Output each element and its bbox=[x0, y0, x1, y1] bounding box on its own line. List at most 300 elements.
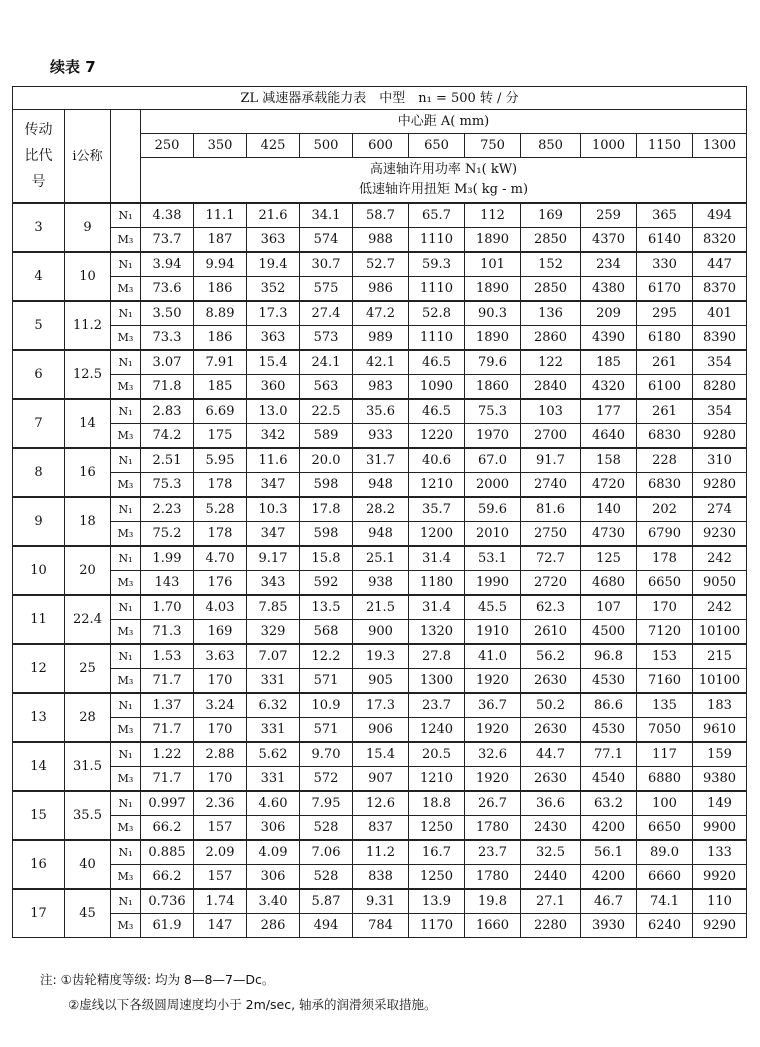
value-cell: 35.6 bbox=[353, 399, 409, 424]
value-cell: 4720 bbox=[581, 473, 637, 498]
value-cell: 77.1 bbox=[581, 742, 637, 767]
value-cell: 23.7 bbox=[465, 840, 521, 865]
table-row bbox=[13, 767, 747, 792]
value-cell: 50.2 bbox=[521, 693, 581, 718]
i-cell: 20 bbox=[65, 546, 111, 595]
value-cell: 354 bbox=[693, 399, 747, 424]
value-cell: 6100 bbox=[637, 375, 693, 400]
center-distance-cell: 1000 bbox=[581, 134, 637, 158]
value-cell: 4390 bbox=[581, 326, 637, 351]
value-cell: 6790 bbox=[637, 522, 693, 547]
value-cell: 331 bbox=[247, 767, 300, 792]
value-cell: 5.62 bbox=[247, 742, 300, 767]
value-cell: 4200 bbox=[581, 865, 637, 890]
value-cell: 7120 bbox=[637, 620, 693, 645]
value-cell: 1240 bbox=[409, 718, 465, 743]
value-cell: 9900 bbox=[693, 816, 747, 841]
value-cell: 2440 bbox=[521, 865, 581, 890]
value-cell: 4530 bbox=[581, 718, 637, 743]
value-cell: 4200 bbox=[581, 816, 637, 841]
table-row bbox=[13, 669, 747, 694]
value-cell: 209 bbox=[581, 301, 637, 326]
center-distance-cell: 500 bbox=[300, 134, 353, 158]
value-cell: 176 bbox=[194, 571, 247, 596]
value-cell: 575 bbox=[300, 277, 353, 302]
value-cell: 528 bbox=[300, 816, 353, 841]
value-cell: 73.3 bbox=[141, 326, 194, 351]
value-cell: 8370 bbox=[693, 277, 747, 302]
value-cell: 67.0 bbox=[465, 448, 521, 473]
value-cell: 948 bbox=[353, 522, 409, 547]
param-type-cell: N₁ bbox=[111, 448, 141, 473]
ratio-no-cell: 7 bbox=[13, 399, 65, 448]
ratio-no-cell: 10 bbox=[13, 546, 65, 595]
value-cell: 71.7 bbox=[141, 767, 194, 792]
capacity-table bbox=[12, 86, 747, 938]
ratio-no-cell: 4 bbox=[13, 252, 65, 301]
value-cell: 73.7 bbox=[141, 228, 194, 253]
param-type-cell: M₃ bbox=[111, 767, 141, 792]
value-cell: 5.87 bbox=[300, 889, 353, 914]
param-type-cell: M₃ bbox=[111, 522, 141, 547]
value-cell: 9230 bbox=[693, 522, 747, 547]
value-cell: 27.4 bbox=[300, 301, 353, 326]
value-cell: 186 bbox=[194, 326, 247, 351]
value-cell: 153 bbox=[637, 644, 693, 669]
value-cell: 31.7 bbox=[353, 448, 409, 473]
value-cell: 103 bbox=[521, 399, 581, 424]
value-cell: 2280 bbox=[521, 914, 581, 938]
table-row bbox=[13, 522, 747, 547]
param-type-cell: N₁ bbox=[111, 644, 141, 669]
value-cell: 1090 bbox=[409, 375, 465, 400]
table-row bbox=[13, 497, 747, 522]
table-body bbox=[13, 203, 747, 938]
value-cell: 66.2 bbox=[141, 816, 194, 841]
center-distance-cell: 350 bbox=[194, 134, 247, 158]
value-cell: 170 bbox=[194, 718, 247, 743]
value-cell: 329 bbox=[247, 620, 300, 645]
value-cell: 7.95 bbox=[300, 791, 353, 816]
value-cell: 1250 bbox=[409, 816, 465, 841]
value-cell: 10.3 bbox=[247, 497, 300, 522]
value-cell: 0.736 bbox=[141, 889, 194, 914]
value-cell: 17.8 bbox=[300, 497, 353, 522]
value-cell: 143 bbox=[141, 571, 194, 596]
value-cell: 1910 bbox=[465, 620, 521, 645]
value-cell: 6830 bbox=[637, 424, 693, 449]
value-cell: 101 bbox=[465, 252, 521, 277]
ratio-no-cell: 6 bbox=[13, 350, 65, 399]
table-row bbox=[13, 424, 747, 449]
value-cell: 2.51 bbox=[141, 448, 194, 473]
i-cell: 45 bbox=[65, 889, 111, 938]
value-cell: 4540 bbox=[581, 767, 637, 792]
value-cell: 331 bbox=[247, 669, 300, 694]
ratio-no-cell: 5 bbox=[13, 301, 65, 350]
value-cell: 6880 bbox=[637, 767, 693, 792]
value-cell: 75.3 bbox=[465, 399, 521, 424]
value-cell: 42.1 bbox=[353, 350, 409, 375]
value-cell: 52.7 bbox=[353, 252, 409, 277]
value-cell: 71.3 bbox=[141, 620, 194, 645]
table-row bbox=[13, 889, 747, 914]
value-cell: 986 bbox=[353, 277, 409, 302]
value-cell: 89.0 bbox=[637, 840, 693, 865]
value-cell: 96.8 bbox=[581, 644, 637, 669]
value-cell: 90.3 bbox=[465, 301, 521, 326]
i-cell: 28 bbox=[65, 693, 111, 742]
value-cell: 528 bbox=[300, 865, 353, 890]
value-cell: 63.2 bbox=[581, 791, 637, 816]
param-type-cell: N₁ bbox=[111, 791, 141, 816]
table-row bbox=[13, 399, 747, 424]
value-cell: 1780 bbox=[465, 865, 521, 890]
value-cell: 20.0 bbox=[300, 448, 353, 473]
value-cell: 2850 bbox=[521, 277, 581, 302]
param-type-cell: M₃ bbox=[111, 326, 141, 351]
value-cell: 3.50 bbox=[141, 301, 194, 326]
value-cell: 1.22 bbox=[141, 742, 194, 767]
unit-header bbox=[141, 158, 747, 204]
param-type-cell: M₃ bbox=[111, 424, 141, 449]
value-cell: 41.0 bbox=[465, 644, 521, 669]
value-cell: 149 bbox=[693, 791, 747, 816]
value-cell: 568 bbox=[300, 620, 353, 645]
table-row bbox=[13, 791, 747, 816]
value-cell: 6170 bbox=[637, 277, 693, 302]
value-cell: 4730 bbox=[581, 522, 637, 547]
i-cell: 25 bbox=[65, 644, 111, 693]
value-cell: 178 bbox=[637, 546, 693, 571]
value-cell: 110 bbox=[693, 889, 747, 914]
param-type-cell: N₁ bbox=[111, 840, 141, 865]
value-cell: 1890 bbox=[465, 228, 521, 253]
value-cell: 363 bbox=[247, 326, 300, 351]
param-type-cell: N₁ bbox=[111, 203, 141, 228]
value-cell: 45.5 bbox=[465, 595, 521, 620]
value-cell: 3.63 bbox=[194, 644, 247, 669]
value-cell: 1.74 bbox=[194, 889, 247, 914]
value-cell: 900 bbox=[353, 620, 409, 645]
i-cell: 31.5 bbox=[65, 742, 111, 791]
value-cell: 1180 bbox=[409, 571, 465, 596]
table-row bbox=[13, 644, 747, 669]
i-cell: 22.4 bbox=[65, 595, 111, 644]
value-cell: 330 bbox=[637, 252, 693, 277]
value-cell: 3930 bbox=[581, 914, 637, 938]
value-cell: 5.95 bbox=[194, 448, 247, 473]
table-row bbox=[13, 473, 747, 498]
value-cell: 30.7 bbox=[300, 252, 353, 277]
value-cell: 26.7 bbox=[465, 791, 521, 816]
value-cell: 100 bbox=[637, 791, 693, 816]
value-cell: 571 bbox=[300, 718, 353, 743]
center-distance-cell: 600 bbox=[353, 134, 409, 158]
value-cell: 53.1 bbox=[465, 546, 521, 571]
table-row bbox=[13, 350, 747, 375]
value-cell: 2750 bbox=[521, 522, 581, 547]
value-cell: 295 bbox=[637, 301, 693, 326]
value-cell: 20.5 bbox=[409, 742, 465, 767]
value-cell: 494 bbox=[693, 203, 747, 228]
value-cell: 11.2 bbox=[353, 840, 409, 865]
value-cell: 15.4 bbox=[353, 742, 409, 767]
value-cell: 3.40 bbox=[247, 889, 300, 914]
value-cell: 178 bbox=[194, 473, 247, 498]
table-row bbox=[13, 326, 747, 351]
value-cell: 306 bbox=[247, 816, 300, 841]
value-cell: 91.7 bbox=[521, 448, 581, 473]
param-type-cell: M₃ bbox=[111, 375, 141, 400]
value-cell: 938 bbox=[353, 571, 409, 596]
value-cell: 58.7 bbox=[353, 203, 409, 228]
value-cell: 17.3 bbox=[353, 693, 409, 718]
value-cell: 4640 bbox=[581, 424, 637, 449]
value-cell: 907 bbox=[353, 767, 409, 792]
table-row bbox=[13, 277, 747, 302]
ratio-no-cell: 17 bbox=[13, 889, 65, 938]
value-cell: 6140 bbox=[637, 228, 693, 253]
i-cell: 12.5 bbox=[65, 350, 111, 399]
value-cell: 185 bbox=[581, 350, 637, 375]
note-2: ②虚线以下各级圆周速度均小于 2m/sec, 轴承的润滑须采取措施。 bbox=[68, 997, 437, 1012]
value-cell: 589 bbox=[300, 424, 353, 449]
value-cell: 135 bbox=[637, 693, 693, 718]
table-row bbox=[13, 546, 747, 571]
value-cell: 242 bbox=[693, 595, 747, 620]
value-cell: 19.3 bbox=[353, 644, 409, 669]
center-distance-cell: 425 bbox=[247, 134, 300, 158]
value-cell: 170 bbox=[194, 669, 247, 694]
value-cell: 838 bbox=[353, 865, 409, 890]
value-cell: 1220 bbox=[409, 424, 465, 449]
value-cell: 274 bbox=[693, 497, 747, 522]
value-cell: 347 bbox=[247, 522, 300, 547]
table-row bbox=[13, 620, 747, 645]
value-cell: 447 bbox=[693, 252, 747, 277]
value-cell: 6.32 bbox=[247, 693, 300, 718]
value-cell: 107 bbox=[581, 595, 637, 620]
table-row bbox=[13, 228, 747, 253]
table-title: ZL 减速器承载能力表 中型 n₁ = 500 转 / 分 bbox=[13, 87, 747, 110]
value-cell: 2860 bbox=[521, 326, 581, 351]
value-cell: 185 bbox=[194, 375, 247, 400]
ratio-no-cell: 16 bbox=[13, 840, 65, 889]
value-cell: 2850 bbox=[521, 228, 581, 253]
value-cell: 365 bbox=[637, 203, 693, 228]
value-cell: 2000 bbox=[465, 473, 521, 498]
value-cell: 125 bbox=[581, 546, 637, 571]
value-cell: 32.6 bbox=[465, 742, 521, 767]
value-cell: 2840 bbox=[521, 375, 581, 400]
value-cell: 906 bbox=[353, 718, 409, 743]
param-type-cell: N₁ bbox=[111, 350, 141, 375]
param-type-cell: M₃ bbox=[111, 669, 141, 694]
value-cell: 11.6 bbox=[247, 448, 300, 473]
value-cell: 46.5 bbox=[409, 350, 465, 375]
value-cell: 4.38 bbox=[141, 203, 194, 228]
param-type-cell: N₁ bbox=[111, 742, 141, 767]
value-cell: 1250 bbox=[409, 865, 465, 890]
value-cell: 202 bbox=[637, 497, 693, 522]
value-cell: 983 bbox=[353, 375, 409, 400]
value-cell: 175 bbox=[194, 424, 247, 449]
param-type-cell: M₃ bbox=[111, 277, 141, 302]
value-cell: 9280 bbox=[693, 473, 747, 498]
value-cell: 17.3 bbox=[247, 301, 300, 326]
value-cell: 2.83 bbox=[141, 399, 194, 424]
value-cell: 9280 bbox=[693, 424, 747, 449]
value-cell: 52.8 bbox=[409, 301, 465, 326]
value-cell: 1200 bbox=[409, 522, 465, 547]
value-cell: 2430 bbox=[521, 816, 581, 841]
value-cell: 183 bbox=[693, 693, 747, 718]
table-row bbox=[13, 301, 747, 326]
ratio-no-cell: 14 bbox=[13, 742, 65, 791]
value-cell: 2630 bbox=[521, 767, 581, 792]
value-cell: 242 bbox=[693, 546, 747, 571]
value-cell: 1210 bbox=[409, 767, 465, 792]
param-type-cell: M₃ bbox=[111, 571, 141, 596]
value-cell: 948 bbox=[353, 473, 409, 498]
param-type-cell: M₃ bbox=[111, 865, 141, 890]
value-cell: 9050 bbox=[693, 571, 747, 596]
value-cell: 28.2 bbox=[353, 497, 409, 522]
value-cell: 9920 bbox=[693, 865, 747, 890]
notes bbox=[40, 967, 437, 1017]
value-cell: 75.2 bbox=[141, 522, 194, 547]
table-row bbox=[13, 375, 747, 400]
value-cell: 56.1 bbox=[581, 840, 637, 865]
value-cell: 988 bbox=[353, 228, 409, 253]
value-cell: 9290 bbox=[693, 914, 747, 938]
value-cell: 1.37 bbox=[141, 693, 194, 718]
value-cell: 310 bbox=[693, 448, 747, 473]
value-cell: 21.6 bbox=[247, 203, 300, 228]
value-cell: 1.70 bbox=[141, 595, 194, 620]
value-cell: 228 bbox=[637, 448, 693, 473]
value-cell: 259 bbox=[581, 203, 637, 228]
i-cell: 18 bbox=[65, 497, 111, 546]
value-cell: 6240 bbox=[637, 914, 693, 938]
value-cell: 25.1 bbox=[353, 546, 409, 571]
value-cell: 71.8 bbox=[141, 375, 194, 400]
value-cell: 65.7 bbox=[409, 203, 465, 228]
value-cell: 571 bbox=[300, 669, 353, 694]
value-cell: 72.7 bbox=[521, 546, 581, 571]
value-cell: 1890 bbox=[465, 326, 521, 351]
param-type-cell: N₁ bbox=[111, 889, 141, 914]
value-cell: 21.5 bbox=[353, 595, 409, 620]
value-cell: 1860 bbox=[465, 375, 521, 400]
value-cell: 837 bbox=[353, 816, 409, 841]
value-cell: 574 bbox=[300, 228, 353, 253]
table-row bbox=[13, 914, 747, 938]
value-cell: 1920 bbox=[465, 767, 521, 792]
value-cell: 178 bbox=[194, 522, 247, 547]
value-cell: 592 bbox=[300, 571, 353, 596]
value-cell: 19.8 bbox=[465, 889, 521, 914]
table-row bbox=[13, 718, 747, 743]
value-cell: 8320 bbox=[693, 228, 747, 253]
value-cell: 170 bbox=[637, 595, 693, 620]
value-cell: 4370 bbox=[581, 228, 637, 253]
center-distance-cell: 1150 bbox=[637, 134, 693, 158]
param-type-cell: N₁ bbox=[111, 546, 141, 571]
table-row bbox=[13, 595, 747, 620]
table-row bbox=[13, 840, 747, 865]
value-cell: 36.6 bbox=[521, 791, 581, 816]
value-cell: 1920 bbox=[465, 669, 521, 694]
value-cell: 140 bbox=[581, 497, 637, 522]
value-cell: 136 bbox=[521, 301, 581, 326]
value-cell: 1110 bbox=[409, 277, 465, 302]
value-cell: 147 bbox=[194, 914, 247, 938]
value-cell: 86.6 bbox=[581, 693, 637, 718]
value-cell: 13.5 bbox=[300, 595, 353, 620]
value-cell: 8390 bbox=[693, 326, 747, 351]
value-cell: 1110 bbox=[409, 228, 465, 253]
value-cell: 1170 bbox=[409, 914, 465, 938]
value-cell: 0.885 bbox=[141, 840, 194, 865]
value-cell: 563 bbox=[300, 375, 353, 400]
param-type-cell: N₁ bbox=[111, 595, 141, 620]
value-cell: 19.4 bbox=[247, 252, 300, 277]
value-cell: 8280 bbox=[693, 375, 747, 400]
value-cell: 15.4 bbox=[247, 350, 300, 375]
value-cell: 13.0 bbox=[247, 399, 300, 424]
value-cell: 75.3 bbox=[141, 473, 194, 498]
value-cell: 3.24 bbox=[194, 693, 247, 718]
value-cell: 13.9 bbox=[409, 889, 465, 914]
value-cell: 169 bbox=[194, 620, 247, 645]
value-cell: 6660 bbox=[637, 865, 693, 890]
value-cell: 234 bbox=[581, 252, 637, 277]
value-cell: 34.1 bbox=[300, 203, 353, 228]
center-distance-header: 中心距 A( mm) bbox=[141, 110, 747, 134]
value-cell: 46.7 bbox=[581, 889, 637, 914]
center-distance-cell: 650 bbox=[409, 134, 465, 158]
value-cell: 1970 bbox=[465, 424, 521, 449]
value-cell: 47.2 bbox=[353, 301, 409, 326]
value-cell: 3.94 bbox=[141, 252, 194, 277]
value-cell: 331 bbox=[247, 718, 300, 743]
value-cell: 494 bbox=[300, 914, 353, 938]
value-cell: 31.4 bbox=[409, 546, 465, 571]
value-cell: 343 bbox=[247, 571, 300, 596]
table-row bbox=[13, 252, 747, 277]
value-cell: 1990 bbox=[465, 571, 521, 596]
param-type-header bbox=[111, 110, 141, 204]
value-cell: 9.94 bbox=[194, 252, 247, 277]
value-cell: 9610 bbox=[693, 718, 747, 743]
value-cell: 79.6 bbox=[465, 350, 521, 375]
value-cell: 10100 bbox=[693, 620, 747, 645]
i-cell: 9 bbox=[65, 203, 111, 252]
value-cell: 4320 bbox=[581, 375, 637, 400]
value-cell: 62.3 bbox=[521, 595, 581, 620]
value-cell: 18.8 bbox=[409, 791, 465, 816]
value-cell: 2.36 bbox=[194, 791, 247, 816]
value-cell: 187 bbox=[194, 228, 247, 253]
value-cell: 74.1 bbox=[637, 889, 693, 914]
value-cell: 27.1 bbox=[521, 889, 581, 914]
value-cell: 6180 bbox=[637, 326, 693, 351]
value-cell: 261 bbox=[637, 350, 693, 375]
value-cell: 27.8 bbox=[409, 644, 465, 669]
value-cell: 4380 bbox=[581, 277, 637, 302]
